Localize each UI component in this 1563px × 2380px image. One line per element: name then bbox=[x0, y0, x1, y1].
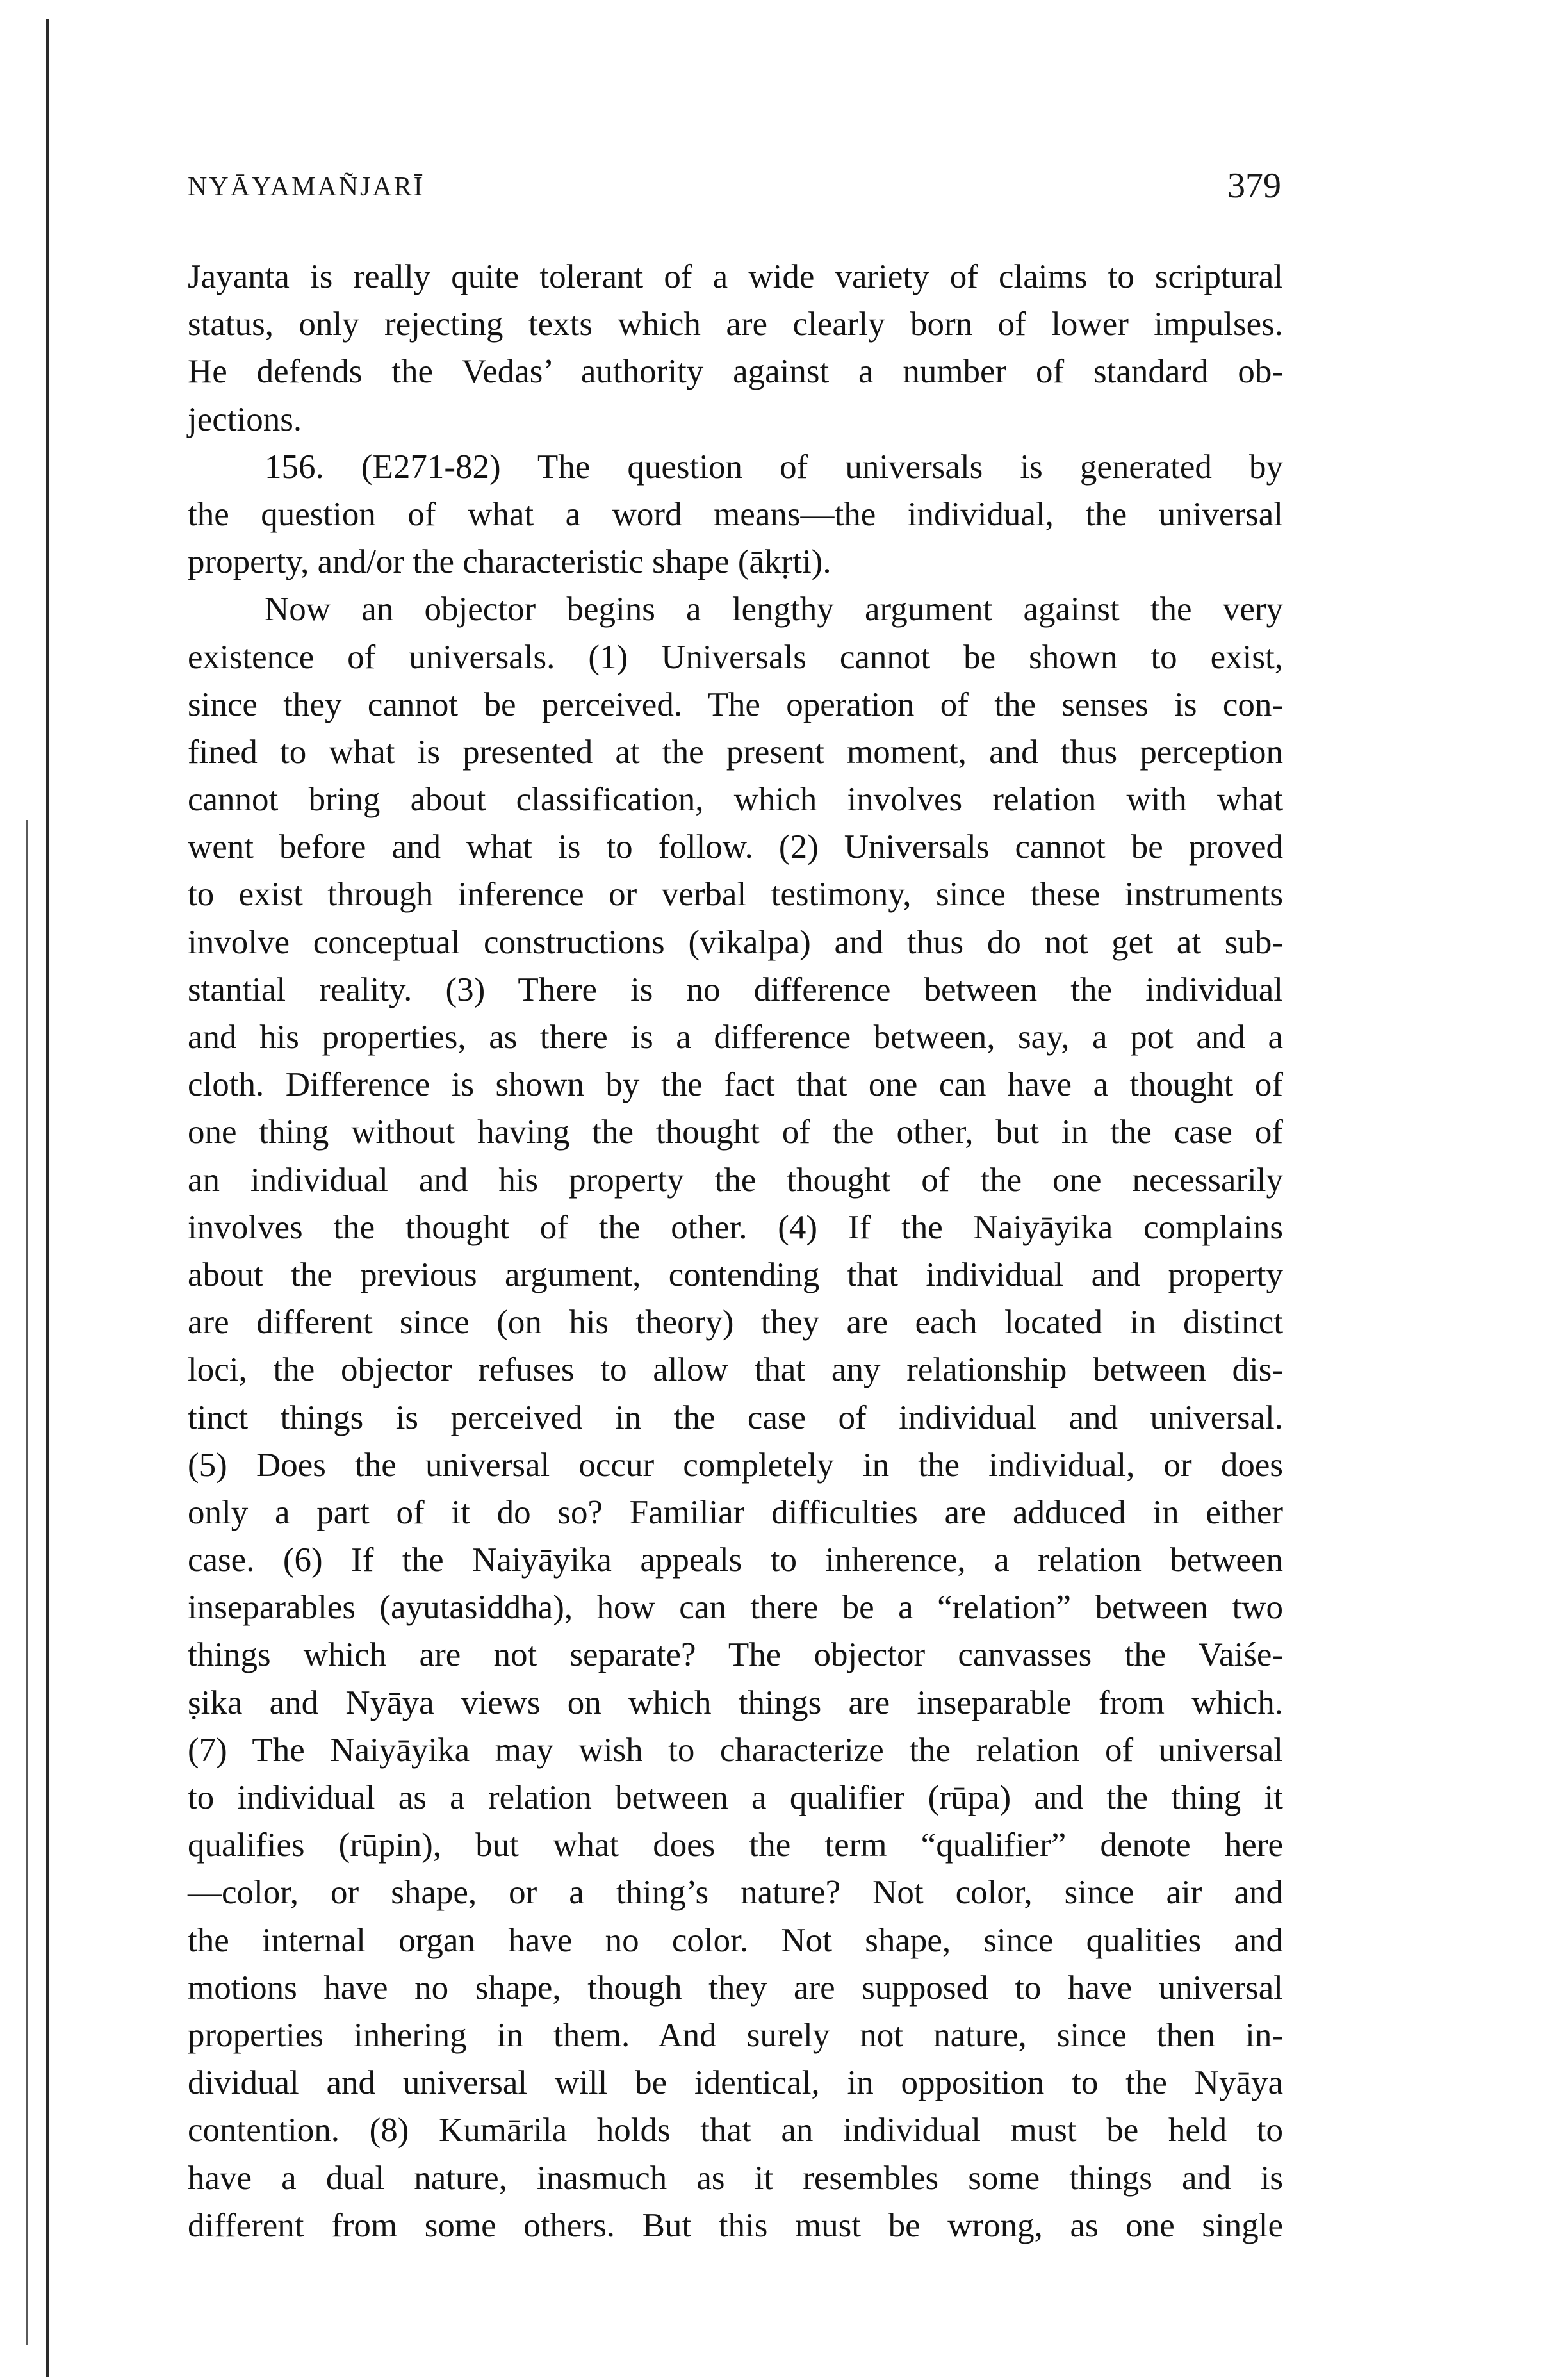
text-line: property, and/or the characteristic shape (ākṛti). bbox=[188, 543, 831, 581]
text-line: about the previous argument, contending that individual and property bbox=[188, 1256, 1283, 1293]
text-line: cloth. Difference is shown by the fact that one can have a thought of bbox=[188, 1066, 1283, 1104]
text-line: ṣika and Nyāya views on which things are inseparable from which. bbox=[188, 1684, 1283, 1721]
text-line: Jayanta is really quite tolerant of a wide variety of claims to scriptural bbox=[188, 258, 1283, 295]
text-line: properties inhering in them. And surely not nature, since then in- bbox=[188, 2016, 1283, 2054]
text-line: Now an objector begins a lengthy argument against the very bbox=[265, 591, 1283, 628]
text-line: (5) Does the universal occur completely in the individual, or does bbox=[188, 1446, 1283, 1484]
text-line: case. (6) If the Naiyāyika appeals to inherence, a relation between bbox=[188, 1541, 1283, 1579]
text-line: are different since (on his theory) they are each located in distinct bbox=[188, 1304, 1283, 1342]
text-line: loci, the objector refuses to allow that any relationship between dis- bbox=[188, 1351, 1283, 1389]
text-line: —color, or shape, or a thing’s nature? Not color, since air and bbox=[188, 1874, 1283, 1912]
text-line: involve conceptual constructions (vikalpa) and thus do not get at sub- bbox=[188, 923, 1283, 961]
running-head: NYĀYAMAÑJARĪ bbox=[188, 172, 425, 202]
body-text bbox=[188, 253, 1283, 2249]
text-line: went before and what is to follow. (2) Universals cannot be proved bbox=[188, 828, 1283, 866]
page-binding-edge bbox=[46, 19, 49, 2377]
text-line: things which are not separate? The objector canvasses the Vaiśe- bbox=[188, 1636, 1283, 1674]
text-line: dividual and universal will be identical, in opposition to the Nyāya bbox=[188, 2064, 1283, 2102]
text-line: only a part of it do so? Familiar difficulties are adduced in either bbox=[188, 1493, 1283, 1531]
text-line: since they cannot be perceived. The operation of the senses is con- bbox=[188, 685, 1283, 723]
text-line: motions have no shape, though they are supposed to have universal bbox=[188, 1969, 1283, 2007]
text-line: qualifies (rūpin), but what does the term “qualifier” denote here bbox=[188, 1826, 1283, 1864]
text-line: inseparables (ayutasiddha), how can there be a “relation” between two bbox=[188, 1589, 1283, 1627]
text-line: to exist through inference or verbal testimony, since these instruments bbox=[188, 876, 1283, 914]
text-line: contention. (8) Kumārila holds that an individual must be held to bbox=[188, 2112, 1283, 2149]
text-line: (7) The Naiyāyika may wish to characterize the relation of universal bbox=[188, 1731, 1283, 1769]
text-line: status, only rejecting texts which are clearly born of lower impulses. bbox=[188, 306, 1283, 343]
text-line: the question of what a word means—the individual, the universal bbox=[188, 495, 1283, 533]
text-line: different from some others. But this must be wrong, as one single bbox=[188, 2206, 1283, 2244]
text-line: have a dual nature, inasmuch as it resembles some things and is bbox=[188, 2159, 1283, 2197]
text-line: involves the thought of the other. (4) If the Naiyāyika complains bbox=[188, 1208, 1283, 1246]
text-line: jections. bbox=[188, 400, 302, 438]
page-shadow-edge bbox=[26, 820, 28, 2345]
text-line: and his properties, as there is a difference between, say, a pot and a bbox=[188, 1019, 1283, 1056]
text-line: an individual and his property the thought of the one necessarily bbox=[188, 1161, 1283, 1199]
text-line: the internal organ have no color. Not shape, since qualities and bbox=[188, 1921, 1283, 1959]
page-number: 379 bbox=[1227, 166, 1281, 206]
text-line: 156. (E271-82) The question of universals is generated by bbox=[265, 448, 1283, 486]
text-line: stantial reality. (3) There is no difference between the individual bbox=[188, 971, 1283, 1008]
text-line: to individual as a relation between a qualifier (rūpa) and the thing it bbox=[188, 1779, 1283, 1816]
text-line: fined to what is presented at the present moment, and thus perception bbox=[188, 733, 1283, 771]
text-line: one thing without having the thought of the other, but in the case of bbox=[188, 1113, 1283, 1151]
text-line: existence of universals. (1) Universals cannot be shown to exist, bbox=[188, 638, 1283, 676]
text-line: tinct things is perceived in the case of individual and universal. bbox=[188, 1399, 1283, 1436]
text-line: He defends the Vedas’ authority against a number of standard ob- bbox=[188, 353, 1283, 391]
text-line: cannot bring about classification, which involves relation with what bbox=[188, 781, 1283, 819]
